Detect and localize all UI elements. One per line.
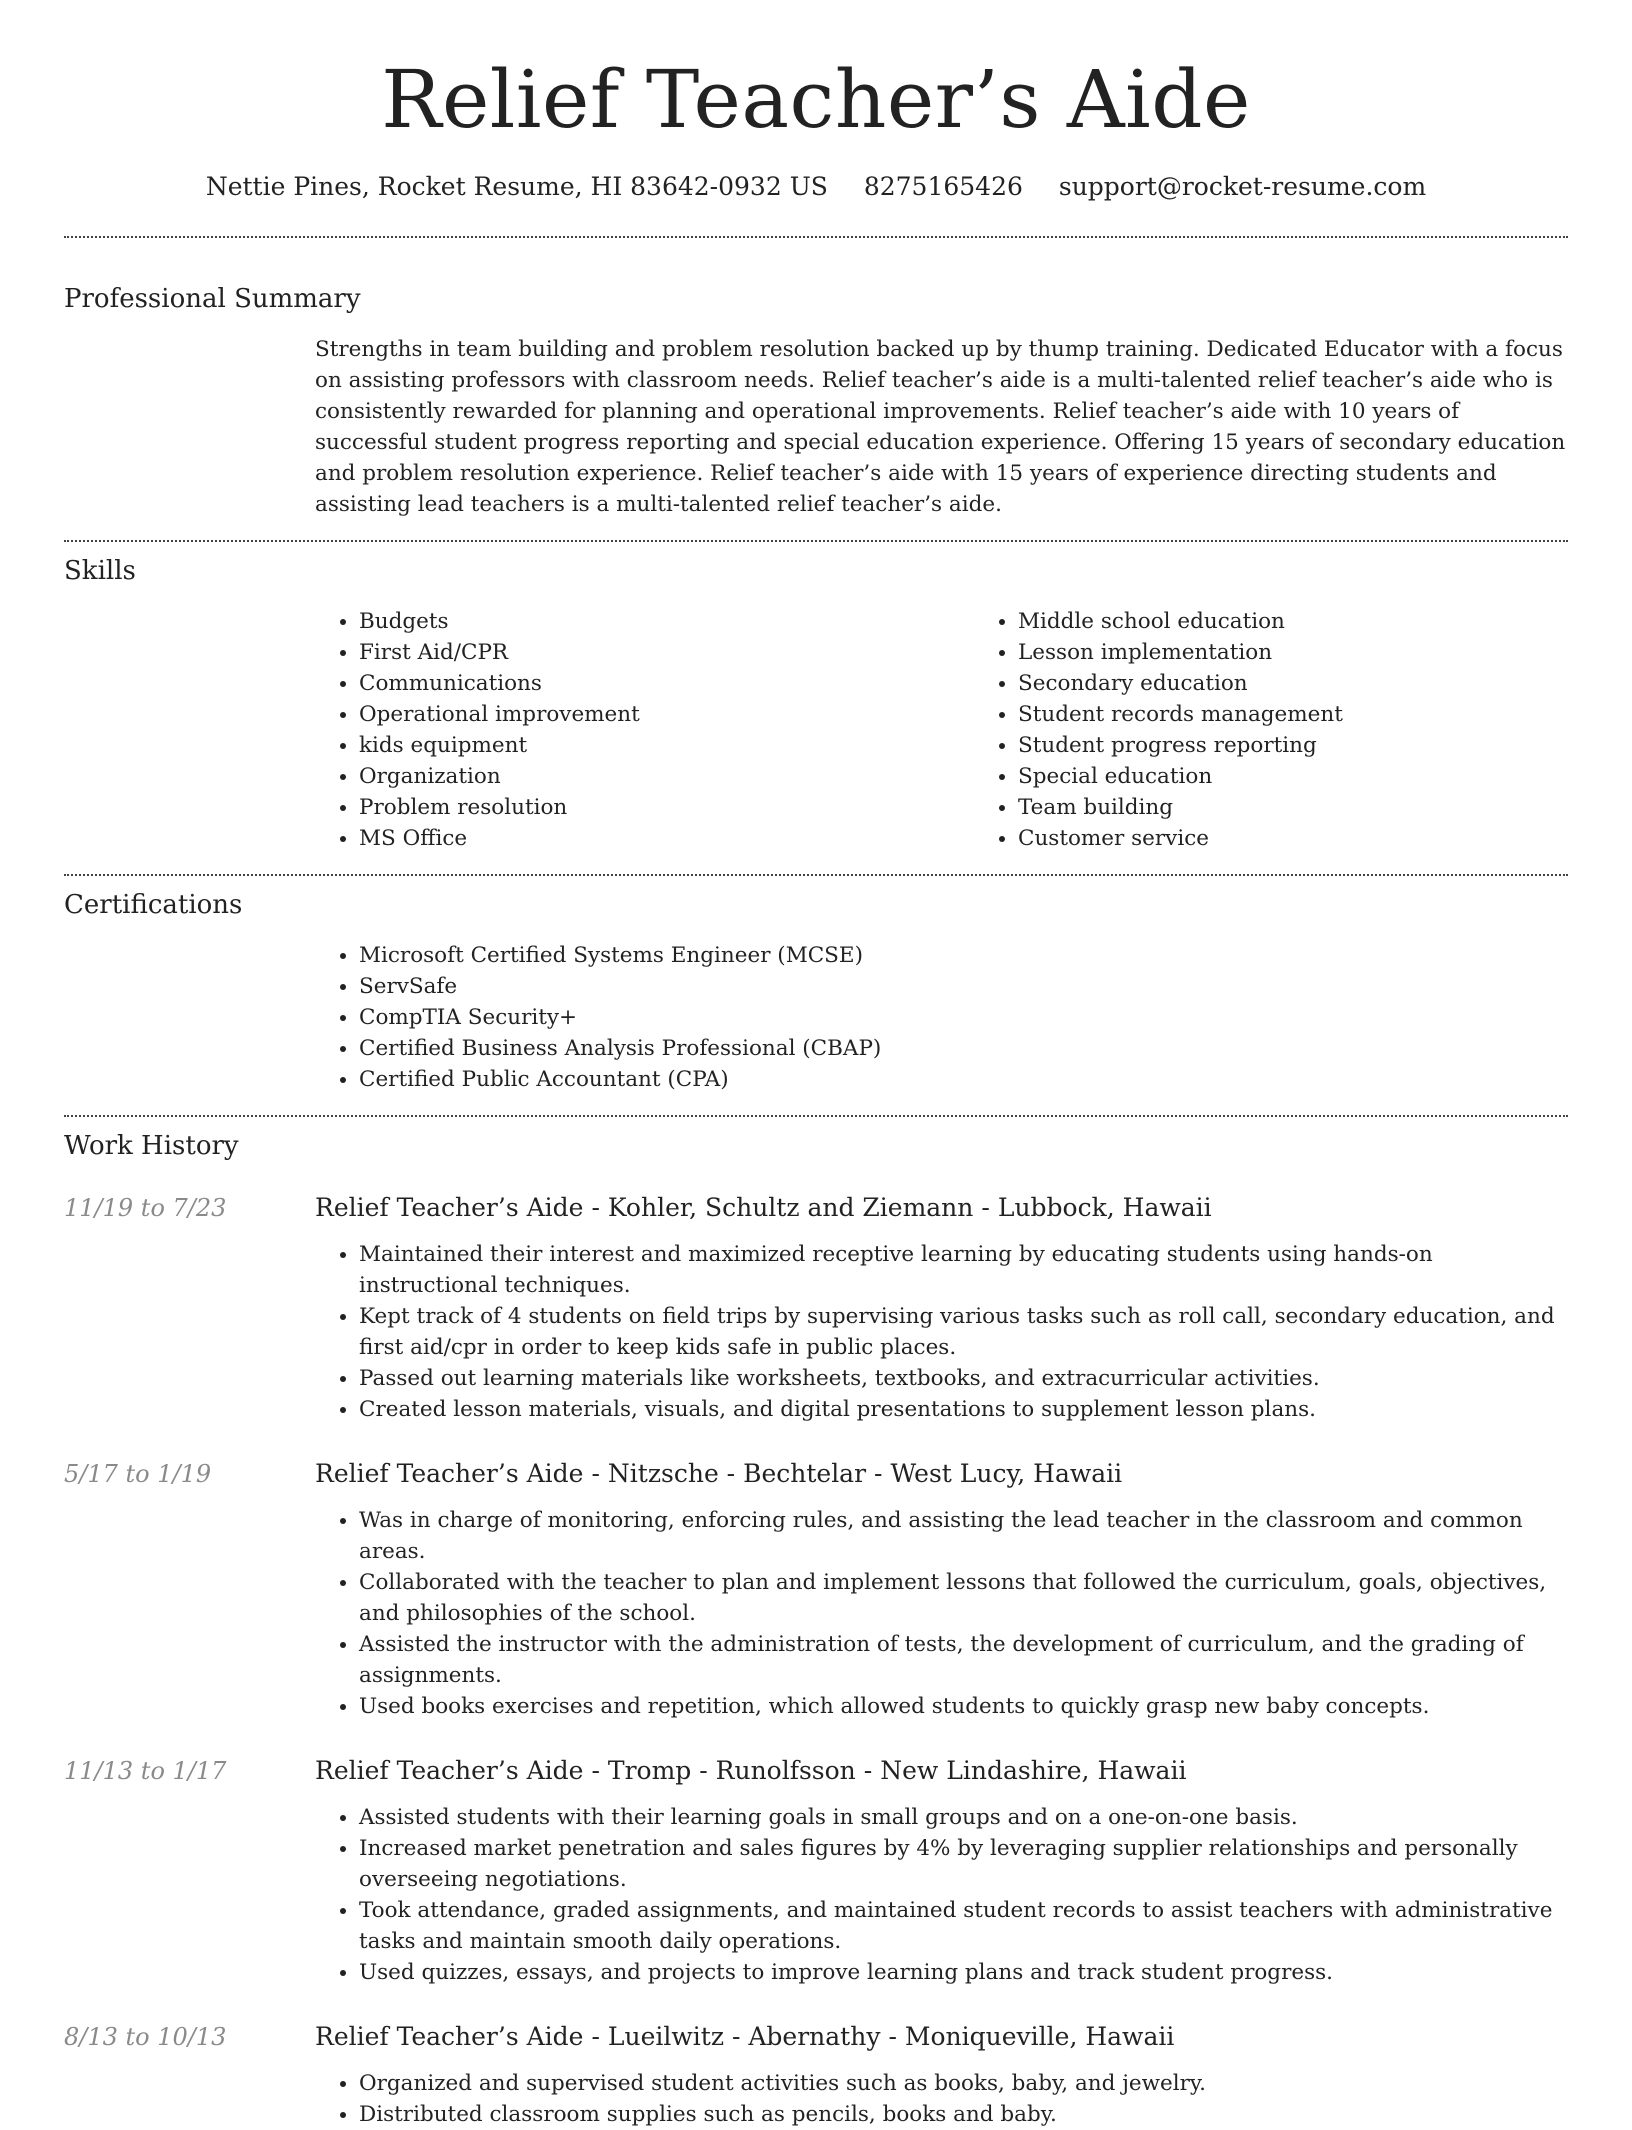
job-dates: 8/13 to 10/13 xyxy=(64,2023,227,2051)
list-item: • Operational improvement xyxy=(359,699,974,730)
job-header xyxy=(64,1457,1568,1491)
contact-address: Nettie Pines, Rocket Resume, HI 83642-0932 US xyxy=(205,172,828,201)
divider xyxy=(64,540,1568,542)
list-item: • Middle school education xyxy=(1018,606,1632,637)
list-item: • MS Office xyxy=(359,823,974,854)
job-role: Relief Teacher’s Aide xyxy=(315,1459,584,1488)
list-item: • Used quizzes, essays, and projects to improve learning plans and track student progress. xyxy=(359,1957,1568,1988)
job-bullets xyxy=(315,1505,1568,1722)
job-header xyxy=(64,1754,1568,1788)
job-header xyxy=(64,1191,1568,1225)
list-item: • Assisted students with their learning goals in small groups and on a one-on-one basis. xyxy=(359,1802,1568,1833)
separator: - xyxy=(863,1756,873,1785)
section-title-certifications: Certifications xyxy=(64,890,243,920)
separator: - xyxy=(591,1459,600,1488)
list-item: • Problem resolution xyxy=(359,792,974,823)
separator: - xyxy=(591,1756,600,1785)
separator: - xyxy=(874,1459,883,1488)
divider xyxy=(64,874,1568,876)
job-company: Kohler, Schultz and Ziemann xyxy=(607,1193,974,1222)
work-history-section xyxy=(64,1129,1568,2130)
job-role: Relief Teacher’s Aide xyxy=(315,2022,584,2051)
job-company: Lueilwitz - Abernathy xyxy=(607,2022,881,2051)
summary-body xyxy=(315,334,1568,520)
contact-phone: 8275165426 xyxy=(863,172,1023,201)
list-item: • Was in charge of monitoring, enforcing rules, and assisting the lead teacher in the classroom and common areas. xyxy=(359,1505,1568,1567)
contact-line xyxy=(64,170,1568,204)
job-company: Nitzsche - Bechtelar xyxy=(607,1459,867,1488)
list-item: • CompTIA Security+ xyxy=(359,1002,1568,1033)
job-details xyxy=(315,1239,1568,1425)
list-item: • Passed out learning materials like worksheets, textbooks, and extracurricular activities. xyxy=(359,1363,1568,1394)
list-item: • ServSafe xyxy=(359,971,1568,1002)
list-item: • Certified Business Analysis Professional (CBAP) xyxy=(359,1033,1568,1064)
section-title-summary: Professional Summary xyxy=(64,284,361,314)
contact-email: support@rocket-resume.com xyxy=(1058,172,1427,201)
summary-text: Strengths in team building and problem resolution backed up by thump training. Dedicated Educator with a focus on assisting professors with classroom needs. Relief teacher’s aide is a multi-talented relief teacher’s aide who is consistently rewarded for planning and operational improvements. Relief teacher’s aide with 10 years of successful student progress reporting and special education experience. Offering 15 years of secondary education and problem resolution experience. Relief teacher’s aide with 15 years of experience directing students and assisting lead teachers is a multi-talented relief teacher’s aide. xyxy=(315,337,1566,517)
job-company: Tromp - Runolfsson xyxy=(607,1756,856,1785)
list-item: • Created lesson materials, visuals, and digital presentations to supplement lesson plans. xyxy=(359,1394,1568,1425)
list-item: • Maintained their interest and maximized receptive learning by educating students using hands-on instructional techniques. xyxy=(359,1239,1568,1301)
list-item: • Distributed classroom supplies such as pencils, books and baby. xyxy=(359,2099,1568,2130)
list-item: • Used books exercises and repetition, which allowed students to quickly grasp new baby concepts. xyxy=(359,1691,1568,1722)
resume-page xyxy=(64,0,1568,2130)
list-item: • Certified Public Accountant (CPA) xyxy=(359,1064,1568,1095)
list-item: • Organization xyxy=(359,761,974,792)
list-item: • Communications xyxy=(359,668,974,699)
job-location: Moniqueville, Hawaii xyxy=(904,2022,1175,2051)
job-entry xyxy=(64,1191,1568,1425)
list-item: • Lesson implementation xyxy=(1018,637,1632,668)
list-item: • Budgets xyxy=(359,606,974,637)
list-item: • Increased market penetration and sales figures by 4% by leveraging supplier relationships and personally overseeing negotiations. xyxy=(359,1833,1568,1895)
divider xyxy=(64,1115,1568,1117)
certifications-body xyxy=(315,940,1568,1095)
skills-section xyxy=(64,554,1568,854)
separator: - xyxy=(888,2022,897,2051)
job-details xyxy=(315,1802,1568,1988)
separator: - xyxy=(591,1193,600,1222)
job-role: Relief Teacher’s Aide xyxy=(315,1756,584,1785)
skills-list-right xyxy=(974,606,1632,854)
job-entry xyxy=(64,2020,1568,2130)
list-item: • Assisted the instructor with the administration of tests, the development of curriculum, and the grading of assignments. xyxy=(359,1629,1568,1691)
job-header xyxy=(64,2020,1568,2054)
list-item: • Kept track of 4 students on field trips by supervising various tasks such as roll call, secondary education, and first aid/cpr in order to keep kids safe in public places. xyxy=(359,1301,1568,1363)
list-item: • First Aid/CPR xyxy=(359,637,974,668)
jobs-container xyxy=(64,1191,1568,2130)
job-title xyxy=(315,2020,1174,2054)
job-entry xyxy=(64,1457,1568,1722)
list-item: • kids equipment xyxy=(359,730,974,761)
list-item: • Microsoft Certified Systems Engineer (MCSE) xyxy=(359,940,1568,971)
job-details xyxy=(315,2068,1568,2130)
summary-section xyxy=(64,282,1568,520)
skills-grid xyxy=(315,606,1568,854)
job-location: New Lindashire, Hawaii xyxy=(880,1756,1187,1785)
certifications-section xyxy=(64,888,1568,1095)
job-title xyxy=(315,1191,1212,1225)
list-item: • Customer service xyxy=(1018,823,1632,854)
skills-list-left xyxy=(315,606,974,854)
section-title-work-history: Work History xyxy=(64,1131,239,1161)
list-item: • Team building xyxy=(1018,792,1632,823)
list-item: • Special education xyxy=(1018,761,1632,792)
list-item: • Took attendance, graded assignments, and maintained student records to assist teachers with administrative tasks and maintain smooth daily operations. xyxy=(359,1895,1568,1957)
resume-title: Relief Teacher’s Aide xyxy=(381,53,1251,146)
section-title-skills: Skills xyxy=(64,556,136,586)
job-location: Lubbock, Hawaii xyxy=(997,1193,1212,1222)
job-title xyxy=(315,1457,1122,1491)
job-role: Relief Teacher’s Aide xyxy=(315,1193,584,1222)
divider xyxy=(64,236,1568,238)
list-item: • Organized and supervised student activities such as books, baby, and jewelry. xyxy=(359,2068,1568,2099)
job-dates: 5/17 to 1/19 xyxy=(64,1460,212,1488)
list-item: • Student records management xyxy=(1018,699,1632,730)
job-bullets xyxy=(315,1239,1568,1425)
job-dates: 11/19 to 7/23 xyxy=(64,1194,227,1222)
job-title xyxy=(315,1754,1186,1788)
job-dates: 11/13 to 1/17 xyxy=(64,1757,227,1785)
job-details xyxy=(315,1505,1568,1722)
separator: - xyxy=(591,2022,600,2051)
certifications-list xyxy=(315,940,1568,1095)
job-location: West Lucy, Hawaii xyxy=(890,1459,1123,1488)
list-item: • Collaborated with the teacher to plan and implement lessons that followed the curriculum, goals, objectives, and philosophies of the school. xyxy=(359,1567,1568,1629)
list-item: • Student progress reporting xyxy=(1018,730,1632,761)
job-bullets xyxy=(315,2068,1568,2130)
job-bullets xyxy=(315,1802,1568,1988)
separator: - xyxy=(981,1193,990,1222)
job-entry xyxy=(64,1754,1568,1988)
list-item: • Secondary education xyxy=(1018,668,1632,699)
